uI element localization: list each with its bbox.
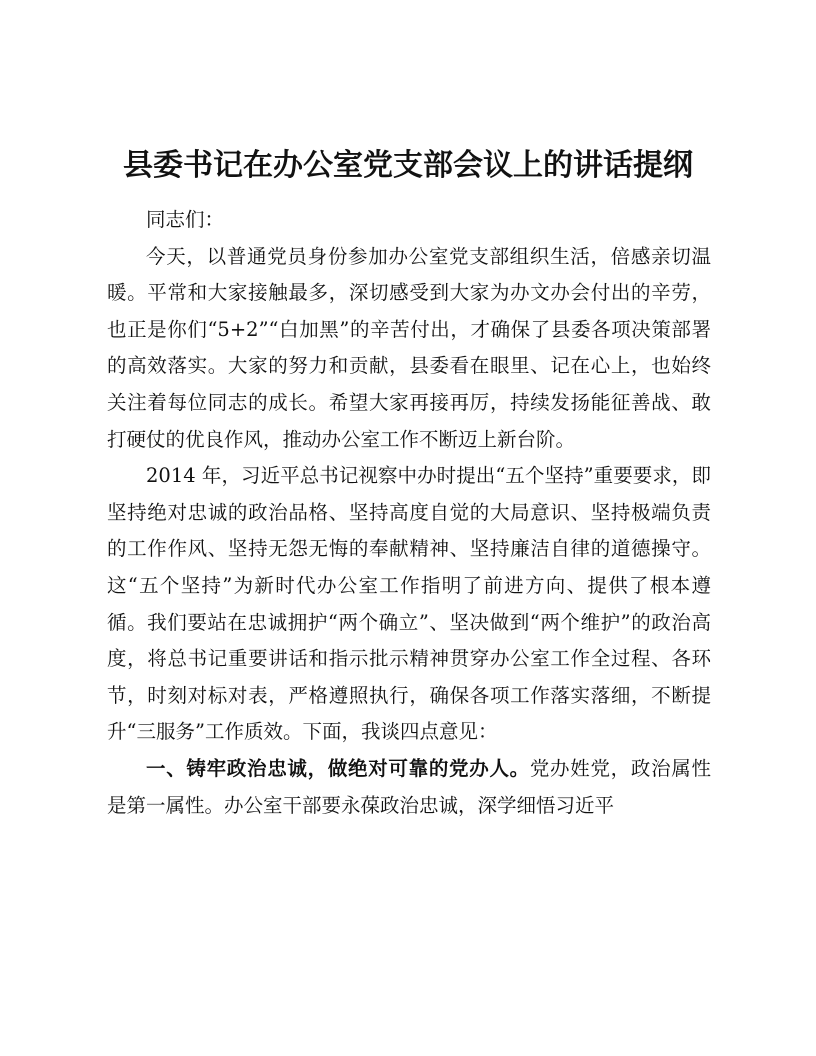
- document-body: [107, 202, 711, 824]
- paragraph-section-one: [107, 751, 711, 824]
- paragraph-opening: 今天，以普通党员身份参加办公室党支部组织生活，倍感亲切温暖。平常和大家接触最多，深切感受到大家为办文办会付出的辛劳，也正是你们“5+2”“白加黑”的辛苦付出，才确保了县委各项决策部署的高效落实。大家的努力和贡献，县委看在眼里、记在心上，也始终关注着每位同志的成长。希望大家再接再厉，持续发扬能征善战、敢打硬仗的优良作风，推动办公室工作不断迈上新台阶。: [107, 244, 711, 451]
- paragraph-five-persistences: 2014 年，习近平总书记视察中办时提出“五个坚持”重要要求，即坚持绝对忠诚的政治品格、坚持高度自觉的大局意识、坚持极端负责的工作作风、坚持无怨无悔的奉献精神、坚持廉洁自律的道德操守。这“五个坚持”为新时代办公室工作指明了前进方向、提供了根本遵循。我们要站在忠诚拥护“两个确立”、坚决做到“两个维护”的政治高度，将总书记重要讲话和指示批示精神贯穿办公室工作全过程、各环节，时刻对标对表，严格遵照执行，确保各项工作落实落细，不断提升“三服务”工作质效。下面，我谈四点意见：: [107, 464, 711, 744]
- salutation: 同志们：: [146, 208, 225, 231]
- document-title: 县委书记在办公室党支部会议上的讲话提纲: [123, 148, 693, 183]
- section-heading-one: 一、铸牢政治忠诚，做绝对可靠的党办人。: [146, 756, 530, 780]
- section-one-text: 党办姓党，政治属性是第一属性。办公室干部要永葆政治忠诚，深学细悟习近平: [107, 756, 711, 817]
